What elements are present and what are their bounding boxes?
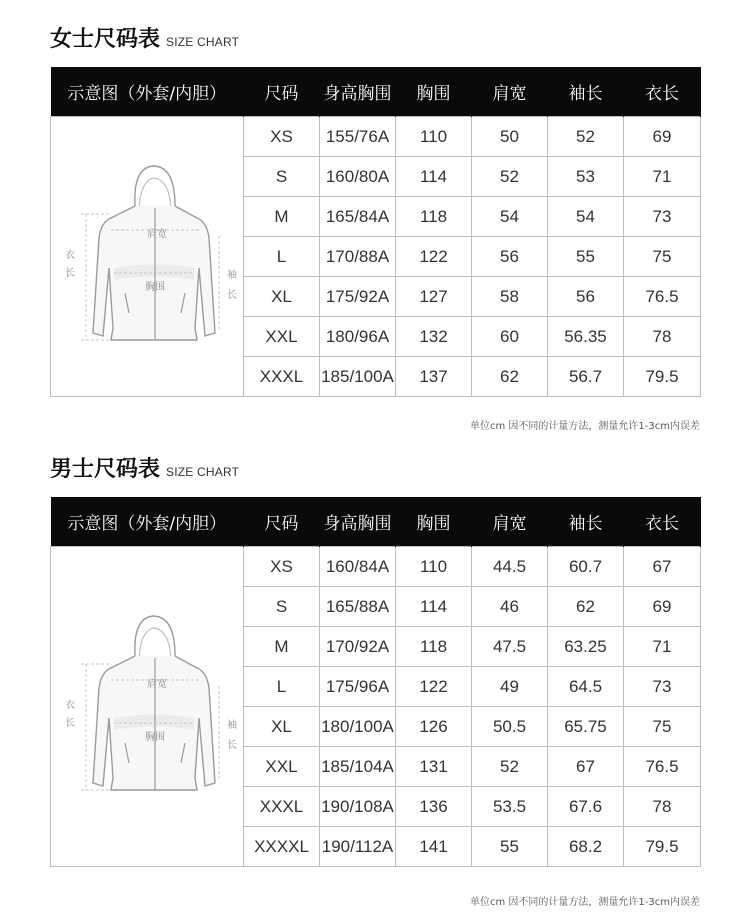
header-shoulder: 肩宽 xyxy=(472,67,548,117)
cell-length: 75 xyxy=(624,237,701,277)
cell-chest: 110 xyxy=(396,117,472,157)
men-note: 单位cm 因不同的计量方法，测量允许1-3cm内误差 xyxy=(470,897,700,908)
cell-size: L xyxy=(244,667,320,707)
women-size-table xyxy=(50,67,701,397)
cell-chest: 132 xyxy=(396,317,472,357)
cell-sleeve: 56.7 xyxy=(548,357,624,397)
cell-shoulder: 55 xyxy=(472,827,548,867)
cell-shoulder: 58 xyxy=(472,277,548,317)
cell-size: M xyxy=(244,627,320,667)
cell-chest: 126 xyxy=(396,707,472,747)
jacket-diagram-icon xyxy=(51,118,244,396)
header-length: 衣长 xyxy=(624,497,701,547)
cell-size: XL xyxy=(244,277,320,317)
cell-sleeve: 67.6 xyxy=(548,787,624,827)
women-subtitle: SIZE CHART xyxy=(166,35,240,49)
cell-height-chest: 175/92A xyxy=(320,277,396,317)
men-size-table xyxy=(50,497,701,867)
cell-chest: 118 xyxy=(396,197,472,237)
cell-height-chest: 180/96A xyxy=(320,317,396,357)
table-row xyxy=(51,117,701,157)
cell-height-chest: 160/80A xyxy=(320,157,396,197)
label-sleeve-2: 长 xyxy=(227,289,237,301)
cell-height-chest: 170/88A xyxy=(320,237,396,277)
cell-length: 76.5 xyxy=(624,747,701,787)
cell-chest: 114 xyxy=(396,587,472,627)
cell-size: XXXL xyxy=(244,787,320,827)
men-subtitle: SIZE CHART xyxy=(166,465,240,479)
cell-size: XL xyxy=(244,707,320,747)
cell-shoulder: 50.5 xyxy=(472,707,548,747)
cell-size: XXXL xyxy=(244,357,320,397)
cell-height-chest: 160/84A xyxy=(320,547,396,587)
label-length-1: 衣 xyxy=(65,699,75,711)
cell-sleeve: 55 xyxy=(548,237,624,277)
cell-length: 75 xyxy=(624,707,701,747)
cell-size: S xyxy=(244,587,320,627)
label-sleeve-1: 袖 xyxy=(227,719,237,731)
header-chest: 胸围 xyxy=(396,497,472,547)
cell-length: 71 xyxy=(624,157,701,197)
cell-length: 73 xyxy=(624,667,701,707)
cell-length: 69 xyxy=(624,587,701,627)
label-sleeve-1: 袖 xyxy=(227,269,237,281)
label-shoulder: 肩宽 xyxy=(147,228,167,240)
cell-sleeve: 65.75 xyxy=(548,707,624,747)
cell-sleeve: 52 xyxy=(548,117,624,157)
header-diagram: 示意图（外套/内胆） xyxy=(51,67,244,117)
header-shoulder: 肩宽 xyxy=(472,497,548,547)
cell-height-chest: 185/100A xyxy=(320,357,396,397)
cell-shoulder: 56 xyxy=(472,237,548,277)
table-row xyxy=(51,547,701,587)
cell-size: XXL xyxy=(244,317,320,357)
cell-length: 69 xyxy=(624,117,701,157)
cell-sleeve: 62 xyxy=(548,587,624,627)
cell-size: XS xyxy=(244,117,320,157)
jacket-diagram xyxy=(51,117,244,397)
cell-chest: 136 xyxy=(396,787,472,827)
cell-height-chest: 175/96A xyxy=(320,667,396,707)
header-chest: 胸围 xyxy=(396,67,472,117)
cell-shoulder: 47.5 xyxy=(472,627,548,667)
cell-length: 76.5 xyxy=(624,277,701,317)
cell-chest: 131 xyxy=(396,747,472,787)
header-size: 尺码 xyxy=(244,497,320,547)
men-header-row xyxy=(51,497,701,547)
cell-chest: 122 xyxy=(396,237,472,277)
label-chest: 胸围 xyxy=(145,281,165,293)
cell-shoulder: 62 xyxy=(472,357,548,397)
cell-size: M xyxy=(244,197,320,237)
cell-chest: 114 xyxy=(396,157,472,197)
cell-sleeve: 63.25 xyxy=(548,627,624,667)
cell-length: 79.5 xyxy=(624,827,701,867)
cell-shoulder: 52 xyxy=(472,157,548,197)
cell-chest: 110 xyxy=(396,547,472,587)
label-length-2: 长 xyxy=(65,267,75,279)
cell-sleeve: 60.7 xyxy=(548,547,624,587)
label-length-1: 衣 xyxy=(65,249,75,261)
men-title xyxy=(50,452,239,483)
header-diagram: 示意图（外套/内胆） xyxy=(51,497,244,547)
women-title-text: 女士尺码表 xyxy=(50,27,161,52)
cell-size: XXL xyxy=(244,747,320,787)
header-height-chest: 身高胸围 xyxy=(320,497,396,547)
header-sleeve: 袖长 xyxy=(548,67,624,117)
cell-shoulder: 44.5 xyxy=(472,547,548,587)
cell-length: 67 xyxy=(624,547,701,587)
cell-chest: 122 xyxy=(396,667,472,707)
jacket-diagram xyxy=(51,547,244,867)
cell-height-chest: 180/100A xyxy=(320,707,396,747)
label-sleeve-2: 长 xyxy=(227,739,237,751)
jacket-diagram-icon xyxy=(51,548,244,866)
label-chest: 胸围 xyxy=(145,731,165,743)
cell-shoulder: 52 xyxy=(472,747,548,787)
cell-length: 73 xyxy=(624,197,701,237)
cell-sleeve: 56.35 xyxy=(548,317,624,357)
women-header-row xyxy=(51,67,701,117)
label-shoulder: 肩宽 xyxy=(147,678,167,690)
cell-length: 78 xyxy=(624,787,701,827)
cell-height-chest: 185/104A xyxy=(320,747,396,787)
cell-sleeve: 64.5 xyxy=(548,667,624,707)
header-size: 尺码 xyxy=(244,67,320,117)
cell-sleeve: 53 xyxy=(548,157,624,197)
cell-height-chest: 165/84A xyxy=(320,197,396,237)
cell-shoulder: 49 xyxy=(472,667,548,707)
cell-sleeve: 54 xyxy=(548,197,624,237)
cell-sleeve: 56 xyxy=(548,277,624,317)
cell-length: 79.5 xyxy=(624,357,701,397)
cell-height-chest: 170/92A xyxy=(320,627,396,667)
cell-chest: 127 xyxy=(396,277,472,317)
cell-shoulder: 50 xyxy=(472,117,548,157)
cell-shoulder: 60 xyxy=(472,317,548,357)
cell-height-chest: 165/88A xyxy=(320,587,396,627)
label-length-2: 长 xyxy=(65,717,75,729)
cell-size: L xyxy=(244,237,320,277)
cell-chest: 141 xyxy=(396,827,472,867)
cell-height-chest: 190/108A xyxy=(320,787,396,827)
cell-shoulder: 53.5 xyxy=(472,787,548,827)
cell-size: XS xyxy=(244,547,320,587)
cell-height-chest: 190/112A xyxy=(320,827,396,867)
women-title xyxy=(50,22,239,53)
cell-sleeve: 68.2 xyxy=(548,827,624,867)
cell-height-chest: 155/76A xyxy=(320,117,396,157)
cell-shoulder: 46 xyxy=(472,587,548,627)
cell-size: XXXXL xyxy=(244,827,320,867)
header-length: 衣长 xyxy=(624,67,701,117)
cell-length: 71 xyxy=(624,627,701,667)
cell-length: 78 xyxy=(624,317,701,357)
cell-chest: 137 xyxy=(396,357,472,397)
header-sleeve: 袖长 xyxy=(548,497,624,547)
cell-size: S xyxy=(244,157,320,197)
cell-sleeve: 67 xyxy=(548,747,624,787)
women-note: 单位cm 因不同的计量方法，测量允许1-3cm内误差 xyxy=(470,421,700,432)
header-height-chest: 身高胸围 xyxy=(320,67,396,117)
cell-shoulder: 54 xyxy=(472,197,548,237)
men-title-text: 男士尺码表 xyxy=(50,457,161,482)
cell-chest: 118 xyxy=(396,627,472,667)
